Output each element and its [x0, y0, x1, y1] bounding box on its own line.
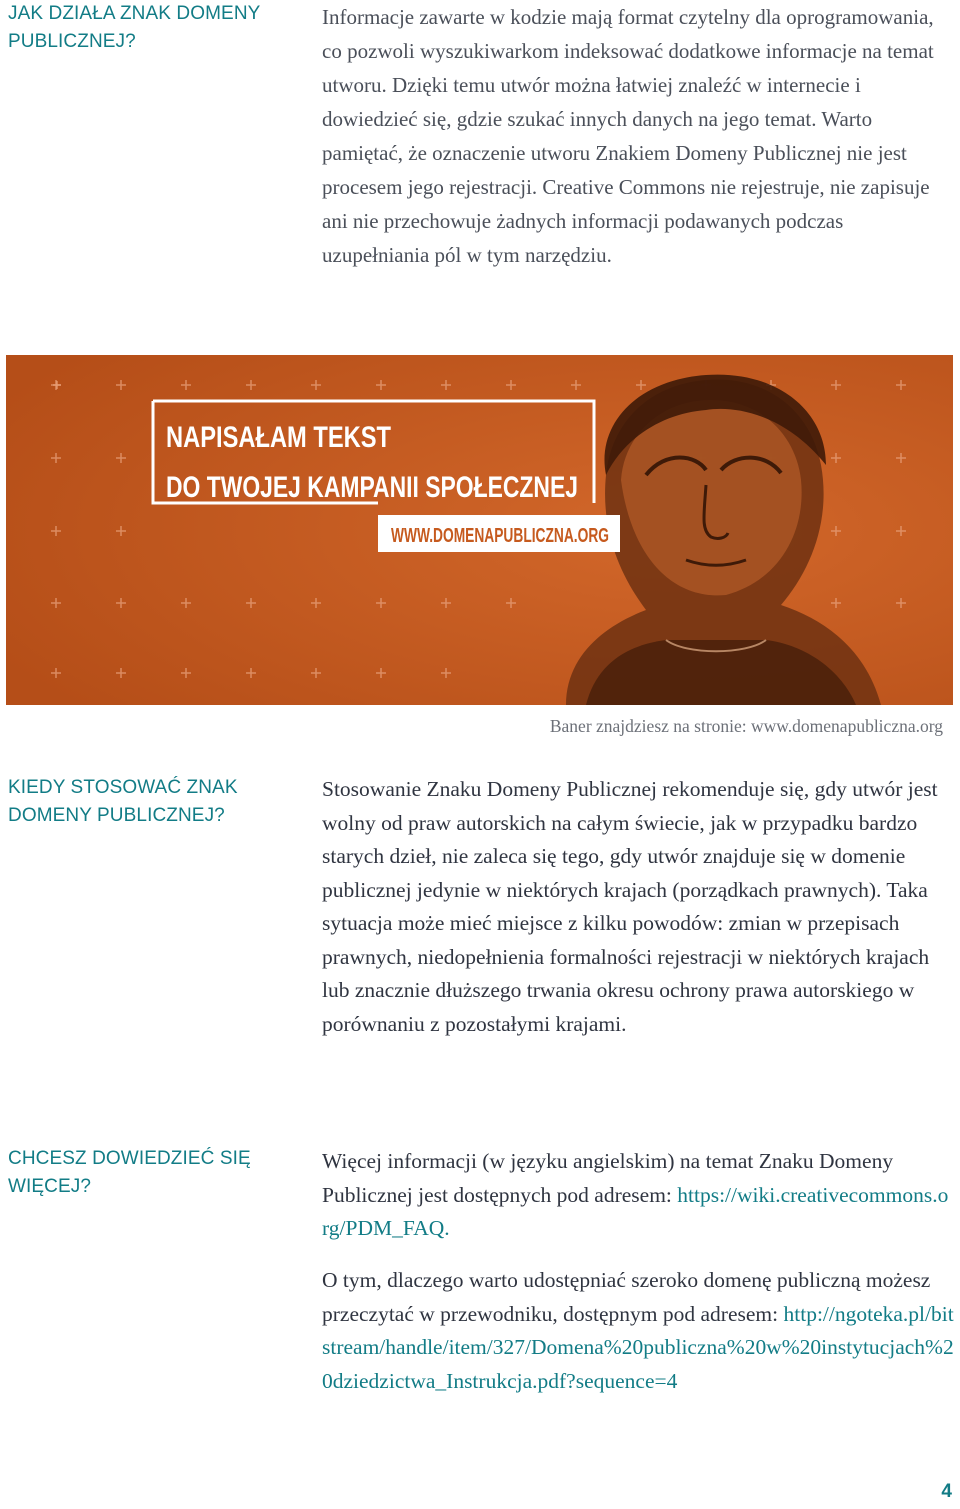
page-number: 4	[941, 1481, 952, 1502]
section-heading-how-it-works: JAK DZIAŁA ZNAK DOMENY PUBLICZNEJ?	[8, 3, 261, 52]
section-heading-when-to-use: KIEDY STOSOWAĆ ZNAK DOMENY PUBLICZNEJ?	[8, 777, 238, 826]
campaign-banner	[6, 355, 953, 705]
banner-caption: Baner znajdziesz na stronie: www.domenapubliczna.org	[549, 716, 943, 736]
ngoteka-guide-link[interactable]: http://ngoteka.pl/bitstream/handle/item/327/Domena%20publiczna%20w%20instytucjach%20dziedzictwa_Instrukcja.pdf?sequence=4	[322, 1301, 954, 1393]
banner-headline-line2: DO TWOJEJ KAMPANII SPOŁECZNEJ	[166, 471, 578, 504]
banner-url: WWW.DOMENAPUBLICZNA.ORG	[391, 525, 609, 547]
learn-more-text-1: Więcej informacji (w języku angielskim) na temat Znaku Domeny Publicznej jest dostępnych pod adresem:	[322, 1149, 894, 1207]
learn-more-paragraph-2	[322, 1264, 954, 1398]
banner-headline-line1: NAPISAŁAM TEKST	[166, 421, 391, 454]
learn-more-paragraph-1	[322, 1145, 954, 1246]
section-heading-learn-more: CHCESZ DOWIEDZIEĆ SIĘ WIĘCEJ?	[8, 1148, 251, 1197]
when-to-use-paragraph: Stosowanie Znaku Domeny Publicznej rekomenduje się, gdy utwór jest wolny od praw autorskich na całym świecie, jak w przypadku bardzo starych dzieł, nie zaleca się tego, gdy utwór znajduje się w domenie publicznej jedynie w niektórych krajach (porządkach prawnych). Taka sytuacja może mieć miejsce z kilku powodów: zmian w przepisach prawnych, niedopełnienia formalności rejestracji w niektórych krajach lub znacznie dłuższego trwania okresu ochrony prawa autorskiego w porównaniu z pozostałymi krajami.	[322, 777, 938, 1036]
banner-graphic	[6, 355, 953, 705]
how-it-works-paragraph: Informacje zawarte w kodzie mają format czytelny dla oprogramowania, co pozwoli wyszukiwarkom indeksować dodatkowe informacje na temat utworu. Dzięki temu utwór można łatwiej znaleźć w internecie i dowiedzieć się, gdzie szukać innych danych na jego temat. Warto pamiętać, że oznaczenie utworu Znakiem Domeny Publicznej nie jest procesem jego rejestracji. Creative Commons nie rejestruje, nie zapisuje ani nie przechowuje żadnych informacji podawanych podczas uzupełniania pól w tym narzędziu.	[322, 5, 934, 267]
learn-more-text-2: O tym, dlaczego warto udostępniać szeroko domenę publiczną możesz przeczytać w przewodniku, dostępnym pod adresem:	[322, 1268, 931, 1326]
pdm-faq-link[interactable]: https://wiki.creativecommons.org/PDM_FAQ.	[322, 1182, 949, 1240]
